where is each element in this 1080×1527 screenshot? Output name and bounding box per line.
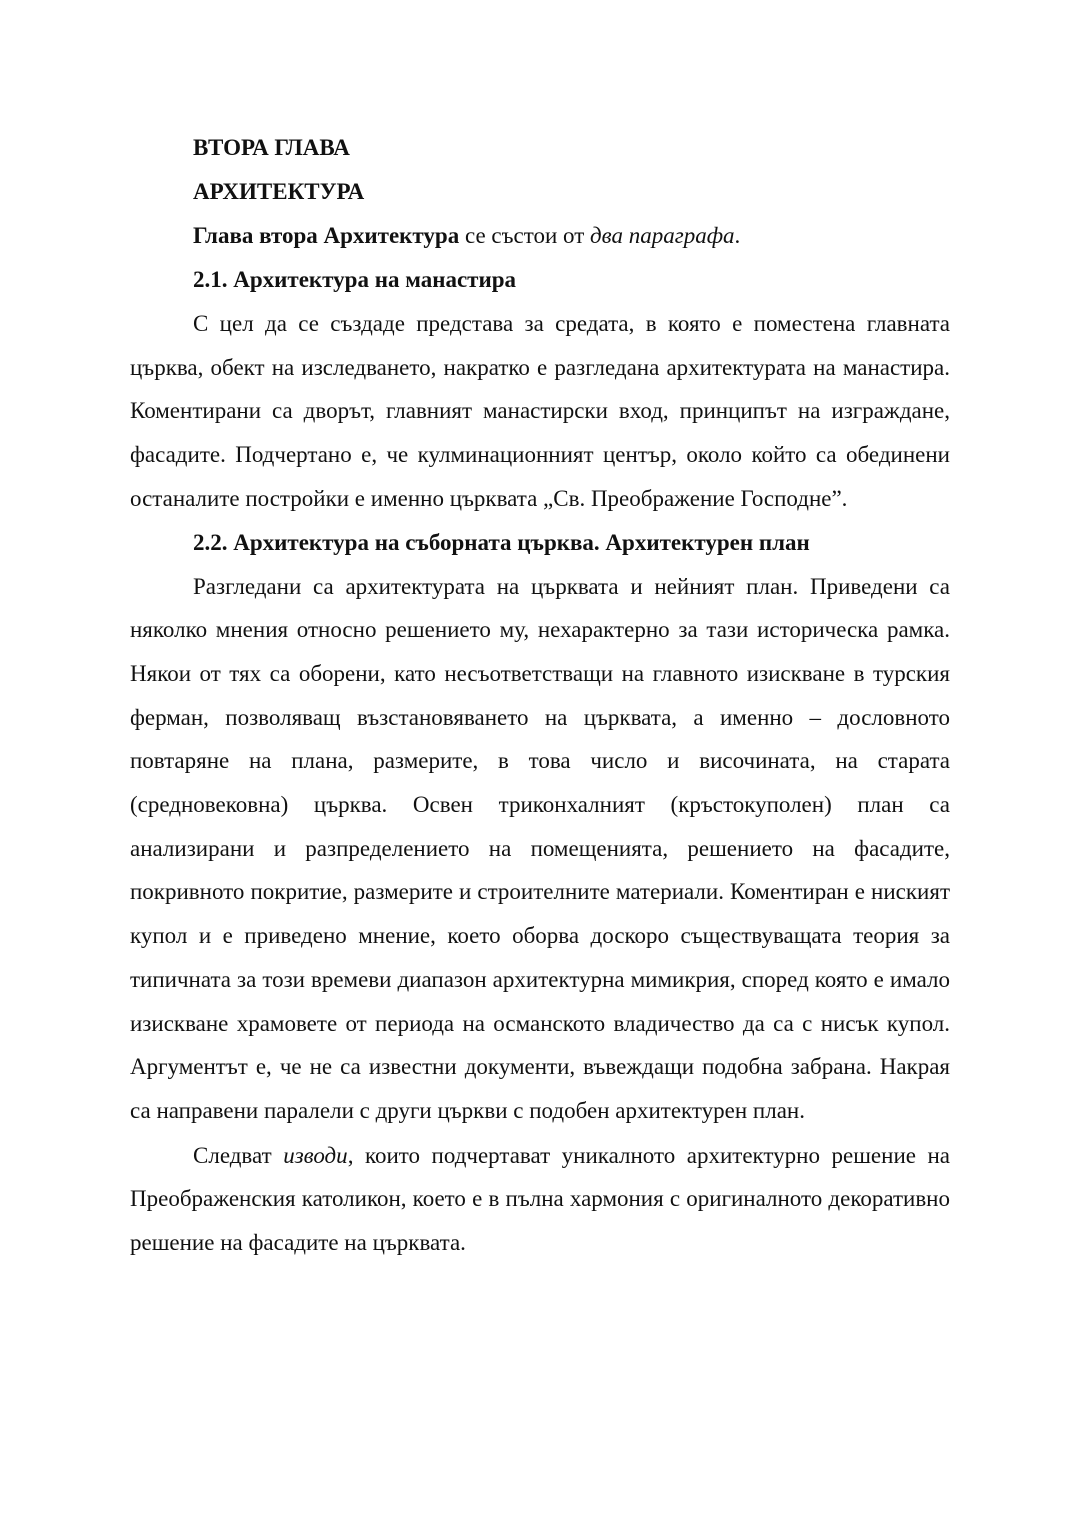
section-2-paragraph: Разгледани са архитектурата на църквата и нейният план. Приведени са няколко мнения относно решението му, нехарактерно за тази историческа рамка. Някои от тях са оборени, като несъответстващи на главното изискване в турския ферман, позволяващ възстановяването на църквата, а именно – дословното повтаряне на плана, размерите, в това число и височината, на старата (средновековна) църква. Освен триконхалният (кръстокуполен) план са анализирани и разпределението на помещенията, решението на фасадите, покривното покритие, размерите и строителните материали. Коментиран е ниският купол и е приведено мнение, което оборва доскоро съществуващата теория за типичната за този времеви диапазон архитектурна мимикрия, според която е имало изискване храмовете от периода на османското владичество да са с нисък купол. Аргументът е, че не са известни документи, въвеждащи подобна забрана. Накрая са направени паралели с други църкви с подобен архитектурен план. [130,573,950,1123]
intro-italic-text: два параграфа [590,223,735,248]
section-2-heading-sep: . [593,529,606,555]
conclusion-italic: изводи [283,1142,348,1168]
intro-text: се състои от [459,223,591,248]
conclusion-paragraph [130,1134,950,1265]
intro-end: . [734,223,741,248]
section-2-heading [130,521,950,565]
chapter-intro [130,214,950,258]
section-2-heading-part2: Архитектурен план [605,529,810,555]
section-1-paragraph: С цел да се създаде представа за средата, в която е поместена главната църква, обект на изследването, накратко е разгледана архитектурата на манастира. Коментирани са дворът, главният манастирски вход, принципът на изграждане, фасадите. Подчертано е, че кулминационният център, около който са обединени останалите постройки е именно църквата „Св. Преображение Господне”. [130,311,950,511]
conclusion-start: Следват [193,1142,284,1168]
section-1-heading: 2.1. Архитектура на манастира [193,267,517,292]
chapter-title-heading: АРХИТЕКТУРА [193,179,365,204]
chapter-number-heading: ВТОРА ГЛАВА [193,135,350,160]
section-2-heading-part1: 2.2. Архитектура на съборната църква [193,529,594,555]
intro-bold-text: Глава втора Архитектура [193,223,460,248]
conclusion-rest: , които подчертават уникалното архитектурно решение на Преображенския католикон, което е в пълна хармония с оригиналното декоративно решение на фасадите на църквата. [130,1142,951,1256]
